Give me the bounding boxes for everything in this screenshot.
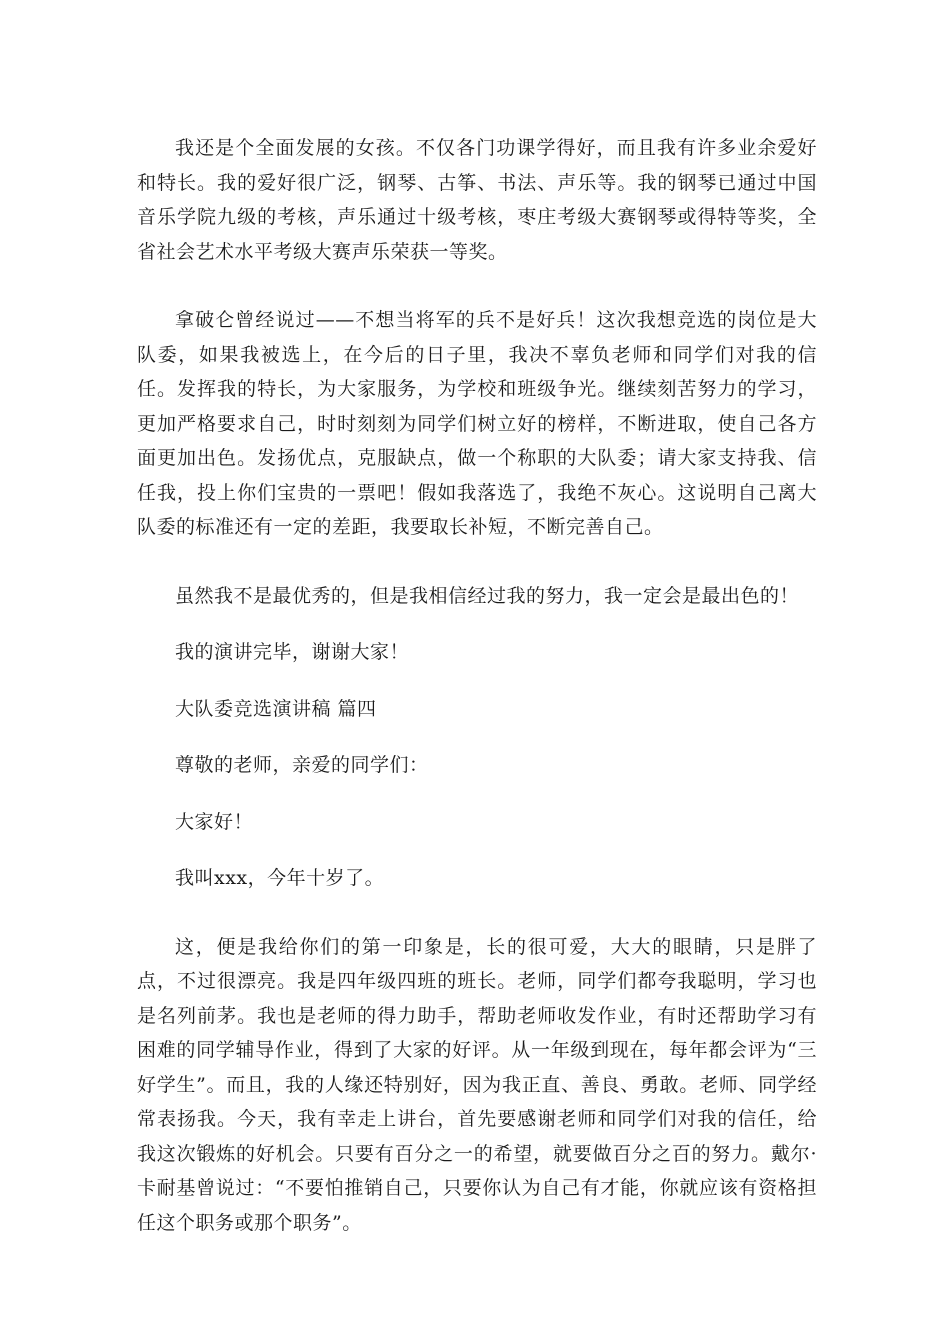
paragraph-talents: 我还是个全面发展的女孩。不仅各门功课学得好，而且我有许多业余爱好和特长。我的爱好很广泛，钢琴、古筝、书法、声乐等。我的钢琴已通过中国音乐学院九级的考核，声乐通过十级考核，枣庄考级大赛钢琴或得特等奖，全省社会艺术水平考级大赛声乐荣获一等奖。 bbox=[137, 137, 817, 263]
paragraph-salutation: 尊敬的老师，亲爱的同学们： bbox=[175, 754, 429, 776]
paragraph-closing: 我的演讲完毕，谢谢大家！ bbox=[175, 641, 410, 663]
section-heading: 大队委竞选演讲稿 篇四 bbox=[175, 697, 377, 720]
document-body bbox=[137, 131, 817, 1240]
paragraph-introduction: 我叫xxx，今年十岁了。 bbox=[175, 867, 385, 889]
paragraph-best-effort: 虽然我不是最优秀的，但是我相信经过我的努力，我一定会是最出色的！ bbox=[175, 584, 800, 607]
paragraph-greeting: 大家好！ bbox=[175, 810, 254, 833]
paragraph-napoleon: 拿破仑曾经说过——不想当将军的兵不是好兵！这次我想竞选的岗位是大队委，如果我被选上，在今后的日子里，我决不辜负老师和同学们对我的信任。发挥我的特长，为大家服务，为学校和班级争光。继续刻苦努力的学习，更加严格要求自己，时时刻刻为同学们树立好的榜样，不断进取，使自己各方面更加出色。发扬优点，克服缺点，做一个称职的大队委；请大家支持我、信任我，投上你们宝贵的一票吧！假如我落选了，我绝不灰心。这说明自己离大队委的标准还有一定的差距，我要取长补短，不断完善自己。 bbox=[137, 309, 817, 538]
paragraph-first-impression: 这，便是我给你们的第一印象是，长的很可爱，大大的眼睛，只是胖了点，不过很漂亮。我是四年级四班的班长。老师，同学们都夸我聪明，学习也是名列前茅。我也是老师的得力助手，帮助老师收发作业，有时还帮助学习有困难的同学辅导作业，得到了大家的好评。从一年级到现在，每年都会评为“三好学生”。而且，我的人缘还特别好，因为我正直、善良、勇敢。老师、同学经常表扬我。今天，我有幸走上讲台，首先要感谢老师和同学们对我的信任，给我这次锻炼的好机会。只要有百分之一的希望，就要做百分之百的努力。戴尔·卡耐基曾说过：“不要怕推销自己，只要你认为自己有才能，你就应该有资格担任这个职务或那个职务”。 bbox=[137, 935, 817, 1234]
